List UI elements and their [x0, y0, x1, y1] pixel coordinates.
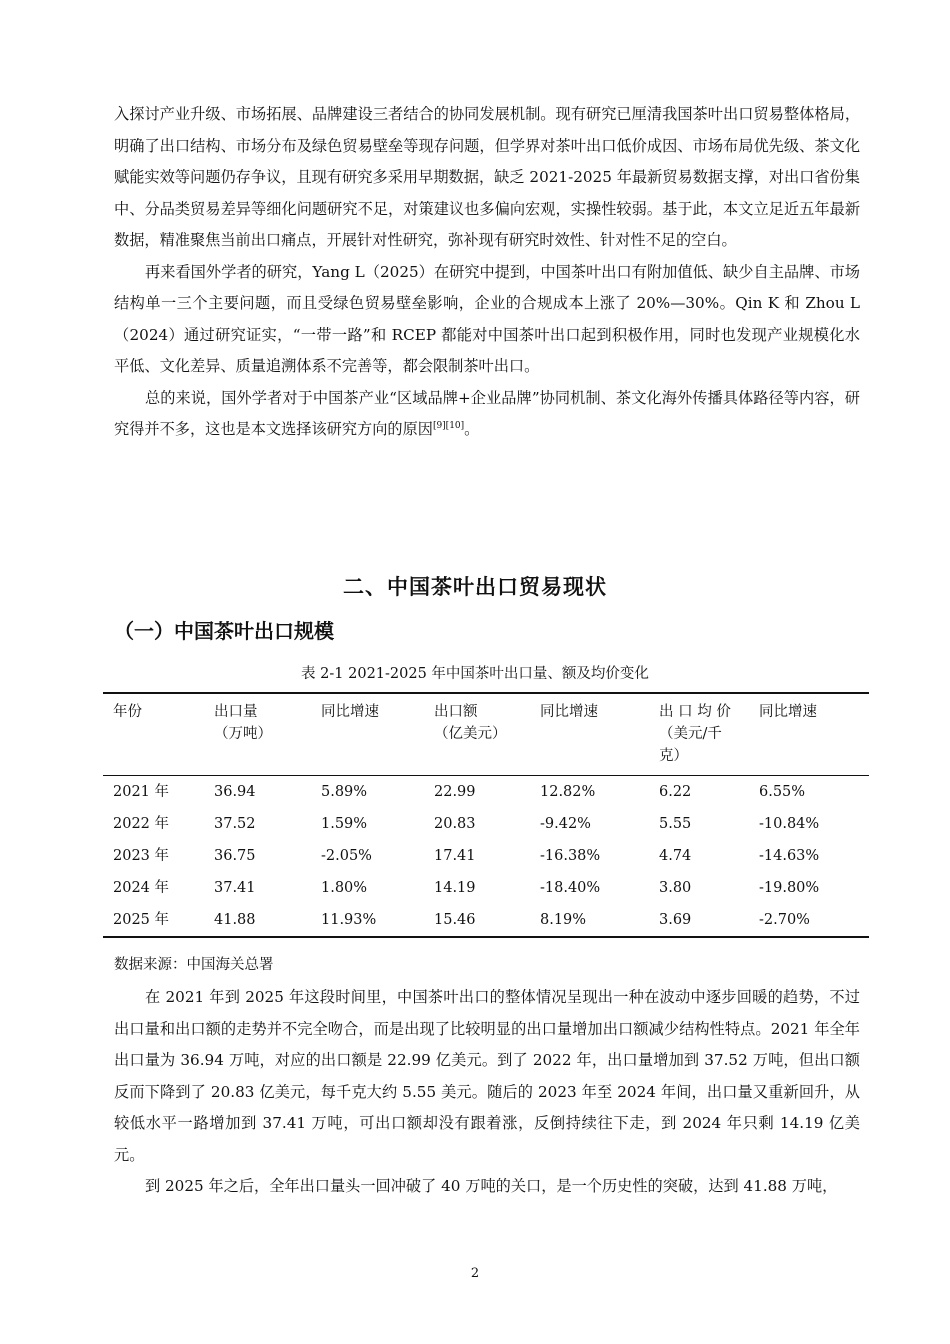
table-row — [103, 872, 869, 904]
paragraph: 入探讨产业升级、市场拓展、品牌建设三者结合的协同发展机制。现有研究已厘清我国茶叶出口贸易整体格局，明确了出口结构、市场分布及绿色贸易壁垒等现存问题，但学界对茶叶出口低价成因、市场布局优先级、茶文化赋能实效等问题仍存争议，且现有研究多采用早期数据，缺乏 2021-2025 年最新贸易数据支撑，对出口省份集中、分品类贸易差异等细化问题研究不足，对策建议也多偏向宏观，实操性较弱。基于此，本文立足近五年最新数据，精准聚焦当前出口痛点，开展针对性研究，弥补现有研究时效性、针对性不足的空白。 — [114, 105, 860, 249]
cell-price: 4.74 — [659, 848, 692, 864]
cell-value-growth: 12.82% — [540, 784, 596, 800]
literature-review-text — [114, 99, 860, 446]
cell-value-growth: 8.19% — [530, 904, 649, 937]
cell-volume-growth: 11.93% — [311, 904, 424, 937]
cell-price-growth: -19.80% — [759, 880, 820, 896]
subsection-heading: （一）中国茶叶出口规模 — [114, 619, 334, 643]
cell-year: 2023 年 — [113, 848, 170, 864]
cell-value: 15.46 — [424, 904, 530, 937]
cell-value: 17.41 — [434, 848, 476, 864]
cell-volume: 41.88 — [204, 904, 311, 937]
cell-volume-growth: -2.05% — [321, 848, 372, 864]
paragraph: 再来看国外学者的研究，Yang L（2025）在研究中提到，中国茶叶出口有附加值低、缺少自主品牌、市场结构单一三个主要问题，而且受绿色贸易壁垒影响，企业的合规成本上涨了 20%—30%。Qin K 和 Zhou L（2024）通过研究证实，“一带一路”和 RCEP 都能对中国茶叶出口起到积极作用，同时也发现产业规模化水平低、文化差异、质量追溯体系不完善等，都会限制茶叶出口。 — [114, 262, 860, 375]
header-cell: 同比增速 — [311, 693, 424, 776]
cell-price-growth: -2.70% — [749, 904, 869, 937]
cell-volume: 36.75 — [214, 848, 256, 864]
table-row — [103, 808, 869, 840]
citation-ref: [9][10] — [432, 420, 465, 431]
cell-value-growth: -9.42% — [540, 816, 591, 832]
cell-price: 6.22 — [659, 784, 692, 800]
section-heading: 二、中国茶叶出口贸易现状 — [343, 575, 607, 599]
cell-price-growth: 6.55% — [759, 784, 806, 800]
table-header-row — [103, 693, 869, 776]
header-cell: 出 口 均 价 （美元/千克） — [649, 693, 749, 776]
paragraph: 到 2025 年之后，全年出口量头一回冲破了 40 万吨的关口，是一个历史性的突破，达到 41.88 万吨， — [145, 1177, 838, 1195]
page-number: 2 — [470, 1266, 480, 1281]
header-cell: 同比增速 — [749, 693, 869, 776]
export-data-table — [103, 692, 869, 938]
cell-volume: 37.41 — [214, 880, 256, 896]
cell-value: 20.83 — [434, 816, 476, 832]
table-caption: 表 2-1 2021-2025 年中国茶叶出口量、额及均价变化 — [301, 666, 649, 682]
analysis-text — [114, 982, 860, 1203]
cell-year: 2024 年 — [113, 880, 170, 896]
cell-value: 14.19 — [434, 880, 476, 896]
paragraph: 总的来说，国外学者对于中国茶产业“区域品牌+企业品牌”协同机制、茶文化海外传播具体路径等内容，研究得并不多，这也是本文选择该研究方向的原因[9][10]。 — [114, 388, 860, 438]
cell-year: 2021 年 — [113, 784, 170, 800]
cell-volume: 36.94 — [214, 784, 256, 800]
cell-volume-growth: 5.89% — [321, 784, 368, 800]
cell-year: 2022 年 — [113, 816, 170, 832]
header-cell: 出口额 （亿美元） — [424, 693, 530, 776]
cell-volume-growth: 1.80% — [321, 880, 368, 896]
cell-volume: 37.52 — [214, 816, 256, 832]
cell-price-growth: -10.84% — [759, 816, 820, 832]
cell-value: 22.99 — [434, 784, 476, 800]
header-cell: 同比增速 — [530, 693, 649, 776]
table-row — [103, 840, 869, 872]
cell-year: 2025 年 — [103, 904, 204, 937]
cell-price: 5.55 — [659, 816, 692, 832]
table-source-note: 数据来源：中国海关总署 — [114, 957, 274, 973]
table-row — [103, 904, 869, 937]
cell-value-growth: -16.38% — [540, 848, 601, 864]
cell-price: 3.69 — [649, 904, 749, 937]
cell-price: 3.80 — [659, 880, 692, 896]
paragraph: 在 2021 年到 2025 年这段时间里，中国茶叶出口的整体情况呈现出一种在波动中逐步回暖的趋势，不过出口量和出口额的走势并不完全吻合，而是出现了比较明显的出口量增加出口额减少结构性特点。2021 年全年出口量为 36.94 万吨，对应的出口额是 22.99 亿美元。到了 2022 年，出口量增加到 37.52 万吨，但出口额反而下降到了 20.83 亿美元，每千克大约 5.55 美元。随后的 2023 年至 2024 年间，出口量又重新回升，从较低水平一路增加到 37.41 万吨，可出口额却没有跟着涨，反倒持续往下走，到 2024 年只剩 14.19 亿美元。 — [114, 988, 860, 1164]
cell-value-growth: -18.40% — [540, 880, 601, 896]
header-cell: 出口量 （万吨） — [204, 693, 311, 776]
table-row — [103, 776, 869, 809]
header-cell: 年份 — [103, 693, 204, 776]
cell-volume-growth: 1.59% — [321, 816, 368, 832]
cell-price-growth: -14.63% — [759, 848, 820, 864]
